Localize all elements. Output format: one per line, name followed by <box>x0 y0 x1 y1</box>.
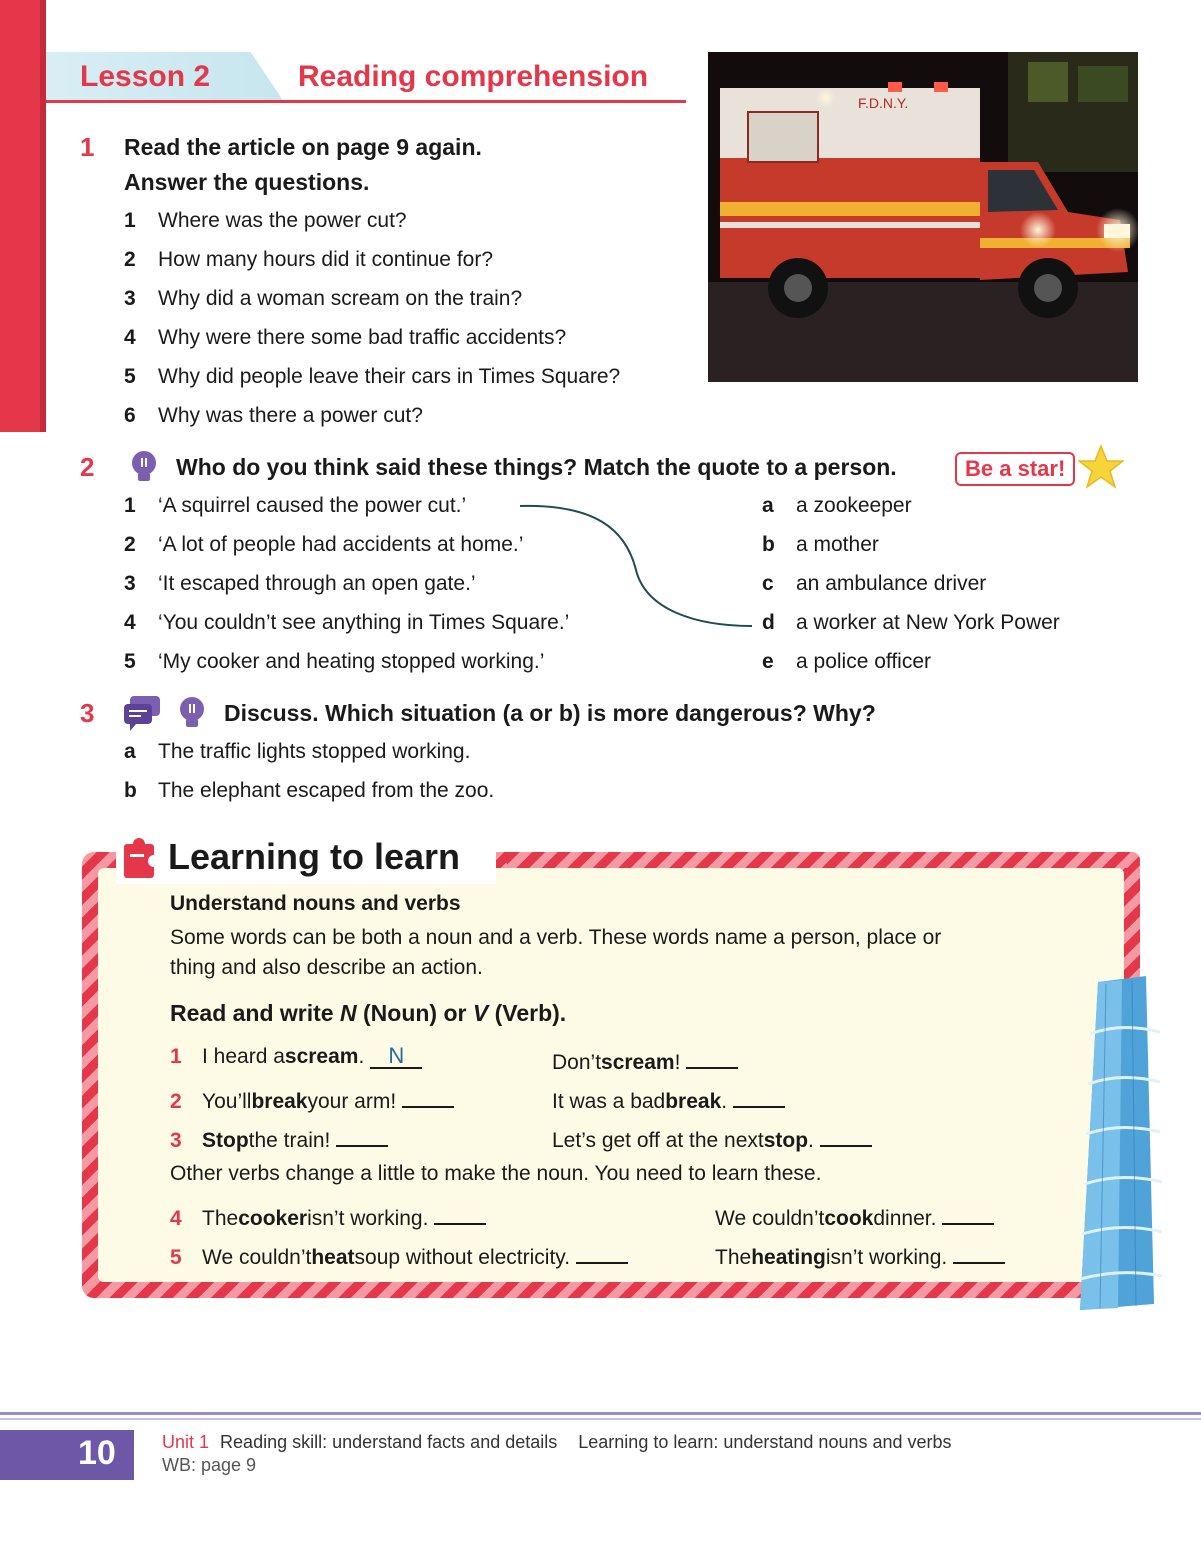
person-text: a zookeeper <box>796 494 912 517</box>
row-left-post: your arm! <box>307 1090 397 1113</box>
learning-subtitle: Understand nouns and verbs <box>170 892 461 915</box>
match-line <box>516 500 756 632</box>
lightbulb-icon <box>174 694 210 735</box>
row-right-post: dinner. <box>873 1207 937 1230</box>
row-left-pre: The <box>202 1207 239 1230</box>
situation-text: The elephant escaped from the zoo. <box>158 779 495 802</box>
answer-blank[interactable] <box>370 1045 422 1069</box>
quote-number: 3 <box>124 572 136 595</box>
person-item <box>762 494 912 518</box>
person-letter: a <box>762 494 774 517</box>
row-left-pre: You’ll <box>202 1090 252 1113</box>
learning-row <box>170 1045 422 1069</box>
footer-unit: Unit 1 <box>162 1432 210 1452</box>
person-item <box>762 572 986 596</box>
learning-row-right <box>715 1201 994 1231</box>
row-right-keyword: scream <box>601 1051 675 1074</box>
footer-learning: Learning to learn: understand nouns and verbs <box>578 1432 952 1452</box>
question-text: Why did a woman scream on the train? <box>158 287 523 310</box>
discuss-icon <box>122 694 162 737</box>
task-mid2: (Verb). <box>488 1000 567 1026</box>
row-left-post: . <box>358 1045 365 1068</box>
row-left-keyword: break <box>251 1090 308 1113</box>
quote-item <box>124 650 544 674</box>
puzzle-icon <box>120 836 160 887</box>
situation-item <box>124 740 470 764</box>
row-number: 1 <box>170 1045 182 1068</box>
row-right-post: isn’t working. <box>825 1246 948 1269</box>
row-right-keyword: break <box>665 1090 722 1113</box>
row-left-pre: I heard a <box>202 1045 285 1068</box>
answer-blank[interactable] <box>733 1084 785 1108</box>
row-left-keyword: heat <box>311 1246 355 1269</box>
person-letter: d <box>762 611 775 634</box>
learning-row <box>170 1240 628 1270</box>
row-right-keyword: heating <box>751 1246 826 1269</box>
learning-row-right <box>715 1240 1005 1270</box>
be-a-star-badge <box>955 452 1075 486</box>
answer-blank[interactable] <box>820 1123 872 1147</box>
exercise-1-instruction-line1: Read the article on page 9 again. <box>124 134 482 160</box>
question-text: Why was there a power cut? <box>158 404 423 427</box>
person-text: a police officer <box>796 650 932 673</box>
footer-info <box>162 1432 952 1453</box>
situation-letter: a <box>124 740 136 763</box>
person-letter: b <box>762 533 775 556</box>
quote-number: 1 <box>124 494 136 517</box>
answer-value: N <box>388 1043 405 1068</box>
star-icon <box>1078 444 1124 495</box>
quote-text: ‘A lot of people had accidents at home.’ <box>158 533 524 556</box>
quote-number: 2 <box>124 533 136 556</box>
learning-intro-line2: thing and also describe an action. <box>170 956 483 979</box>
task-pre: Read and write <box>170 1000 340 1026</box>
person-item <box>762 650 931 674</box>
question-item <box>124 209 407 233</box>
page-title: Reading comprehension <box>298 60 649 93</box>
row-right-post: . <box>721 1090 728 1113</box>
question-number: 1 <box>124 209 136 232</box>
learning-title-stripe <box>506 852 1140 868</box>
situation-item <box>124 779 494 803</box>
question-number: 6 <box>124 404 136 427</box>
person-letter: c <box>762 572 774 595</box>
question-item <box>124 326 566 350</box>
footer-rule-light <box>0 1418 1201 1420</box>
learning-row-right <box>552 1084 785 1114</box>
situation-text: The traffic lights stopped working. <box>158 740 471 763</box>
row-left-keyword: Stop <box>202 1129 249 1152</box>
side-strip-edge <box>40 0 46 432</box>
row-left-post: isn’t working. <box>307 1207 429 1230</box>
row-left-keyword: scream <box>284 1045 359 1068</box>
ambulance-illustration <box>708 52 1138 382</box>
question-item <box>124 287 522 311</box>
row-right-pre: We couldn’t <box>715 1207 825 1230</box>
skyscraper-illustration <box>1076 974 1166 1319</box>
exercise-2-number: 2 <box>80 452 95 482</box>
row-right-pre: Don’t <box>552 1051 602 1074</box>
row-right-pre: It was a bad <box>552 1090 666 1113</box>
question-item <box>124 404 423 428</box>
quote-item <box>124 533 523 557</box>
row-left-post: soup without electricity. <box>354 1246 571 1269</box>
row-left-pre: We couldn’t <box>202 1246 312 1269</box>
learning-row <box>170 1084 454 1114</box>
exercise-1-instruction-line2: Answer the questions. <box>124 169 370 195</box>
lightbulb-icon <box>126 448 162 489</box>
question-text: How many hours did it continue for? <box>158 248 494 271</box>
row-right-keyword: stop <box>763 1129 809 1152</box>
learning-task <box>170 1000 566 1027</box>
question-number: 4 <box>124 326 136 349</box>
task-n: N <box>339 1000 357 1026</box>
row-right-pre: The <box>715 1246 752 1269</box>
row-number: 5 <box>170 1246 182 1269</box>
page-number: 10 <box>78 1434 116 1472</box>
person-letter: e <box>762 650 774 673</box>
person-item <box>762 611 1060 635</box>
quote-text: ‘My cooker and heating stopped working.’ <box>158 650 545 673</box>
task-mid1: (Noun) or <box>356 1000 473 1026</box>
row-left-keyword: cooker <box>238 1207 308 1230</box>
row-right-post: ! <box>674 1051 681 1074</box>
row-right-post: . <box>808 1129 814 1152</box>
learning-row-right <box>552 1123 872 1153</box>
row-number: 4 <box>170 1207 182 1230</box>
ambulance-photo <box>708 52 1138 382</box>
answer-blank[interactable] <box>686 1045 738 1069</box>
person-text: an ambulance driver <box>796 572 987 595</box>
answer-blank[interactable] <box>434 1201 486 1225</box>
quote-text: ‘It escaped through an open gate.’ <box>158 572 476 595</box>
quote-item <box>124 572 476 596</box>
vehicle-lettering: F.D.N.Y. <box>858 95 909 111</box>
quote-item <box>124 611 569 635</box>
question-number: 3 <box>124 287 136 310</box>
person-text: a mother <box>796 533 879 556</box>
learning-other-note: Other verbs change a little to make the noun. You need to learn these. <box>170 1162 822 1185</box>
exercise-3-number: 3 <box>80 698 95 728</box>
task-v: V <box>472 1000 489 1026</box>
learning-intro-line1: Some words can be both a noun and a verb. These words name a person, place or <box>170 926 942 949</box>
answer-blank[interactable] <box>953 1240 1005 1264</box>
quote-text: ‘A squirrel caused the power cut.’ <box>158 494 467 517</box>
answer-blank[interactable] <box>402 1084 454 1108</box>
question-number: 2 <box>124 248 136 271</box>
row-left-post: the train! <box>248 1129 331 1152</box>
question-number: 5 <box>124 365 136 388</box>
learning-row <box>170 1201 486 1231</box>
lesson-label: Lesson 2 <box>80 60 211 93</box>
quote-text: ‘You couldn’t see anything in Times Square.’ <box>158 611 570 634</box>
question-item <box>124 248 493 272</box>
row-right-keyword: cook <box>824 1207 874 1230</box>
situation-letter: b <box>124 779 137 802</box>
exercise-1-number: 1 <box>80 132 95 162</box>
row-number: 2 <box>170 1090 182 1113</box>
quote-item <box>124 494 466 518</box>
question-text: Where was the power cut? <box>158 209 407 232</box>
row-number: 3 <box>170 1129 182 1152</box>
footer-wb: WB: page 9 <box>162 1455 257 1475</box>
exercise-3-instruction: Discuss. Which situation (a or b) is more dangerous? Why? <box>224 700 876 726</box>
person-item <box>762 533 879 557</box>
footer-rule <box>0 1412 1201 1415</box>
question-text: Why were there some bad traffic accidents? <box>158 326 567 349</box>
learning-row <box>170 1123 388 1153</box>
header-rule <box>46 100 686 103</box>
footer-skill: Reading skill: understand facts and details <box>220 1432 558 1452</box>
quote-number: 5 <box>124 650 136 673</box>
learning-row-right <box>552 1045 738 1075</box>
answer-blank[interactable] <box>942 1201 994 1225</box>
person-text: a worker at New York Power <box>796 611 1060 634</box>
exercise-2-instruction: Who do you think said these things? Match the quote to a person. <box>176 454 897 480</box>
answer-blank[interactable] <box>576 1240 628 1264</box>
answer-blank[interactable] <box>336 1123 388 1147</box>
quote-number: 4 <box>124 611 136 634</box>
row-right-pre: Let’s get off at the next <box>552 1129 764 1152</box>
learning-title: Learning to learn <box>168 836 461 877</box>
question-text: Why did people leave their cars in Times Square? <box>158 365 621 388</box>
badge-label: Be a star! <box>965 456 1066 481</box>
question-item <box>124 365 620 389</box>
